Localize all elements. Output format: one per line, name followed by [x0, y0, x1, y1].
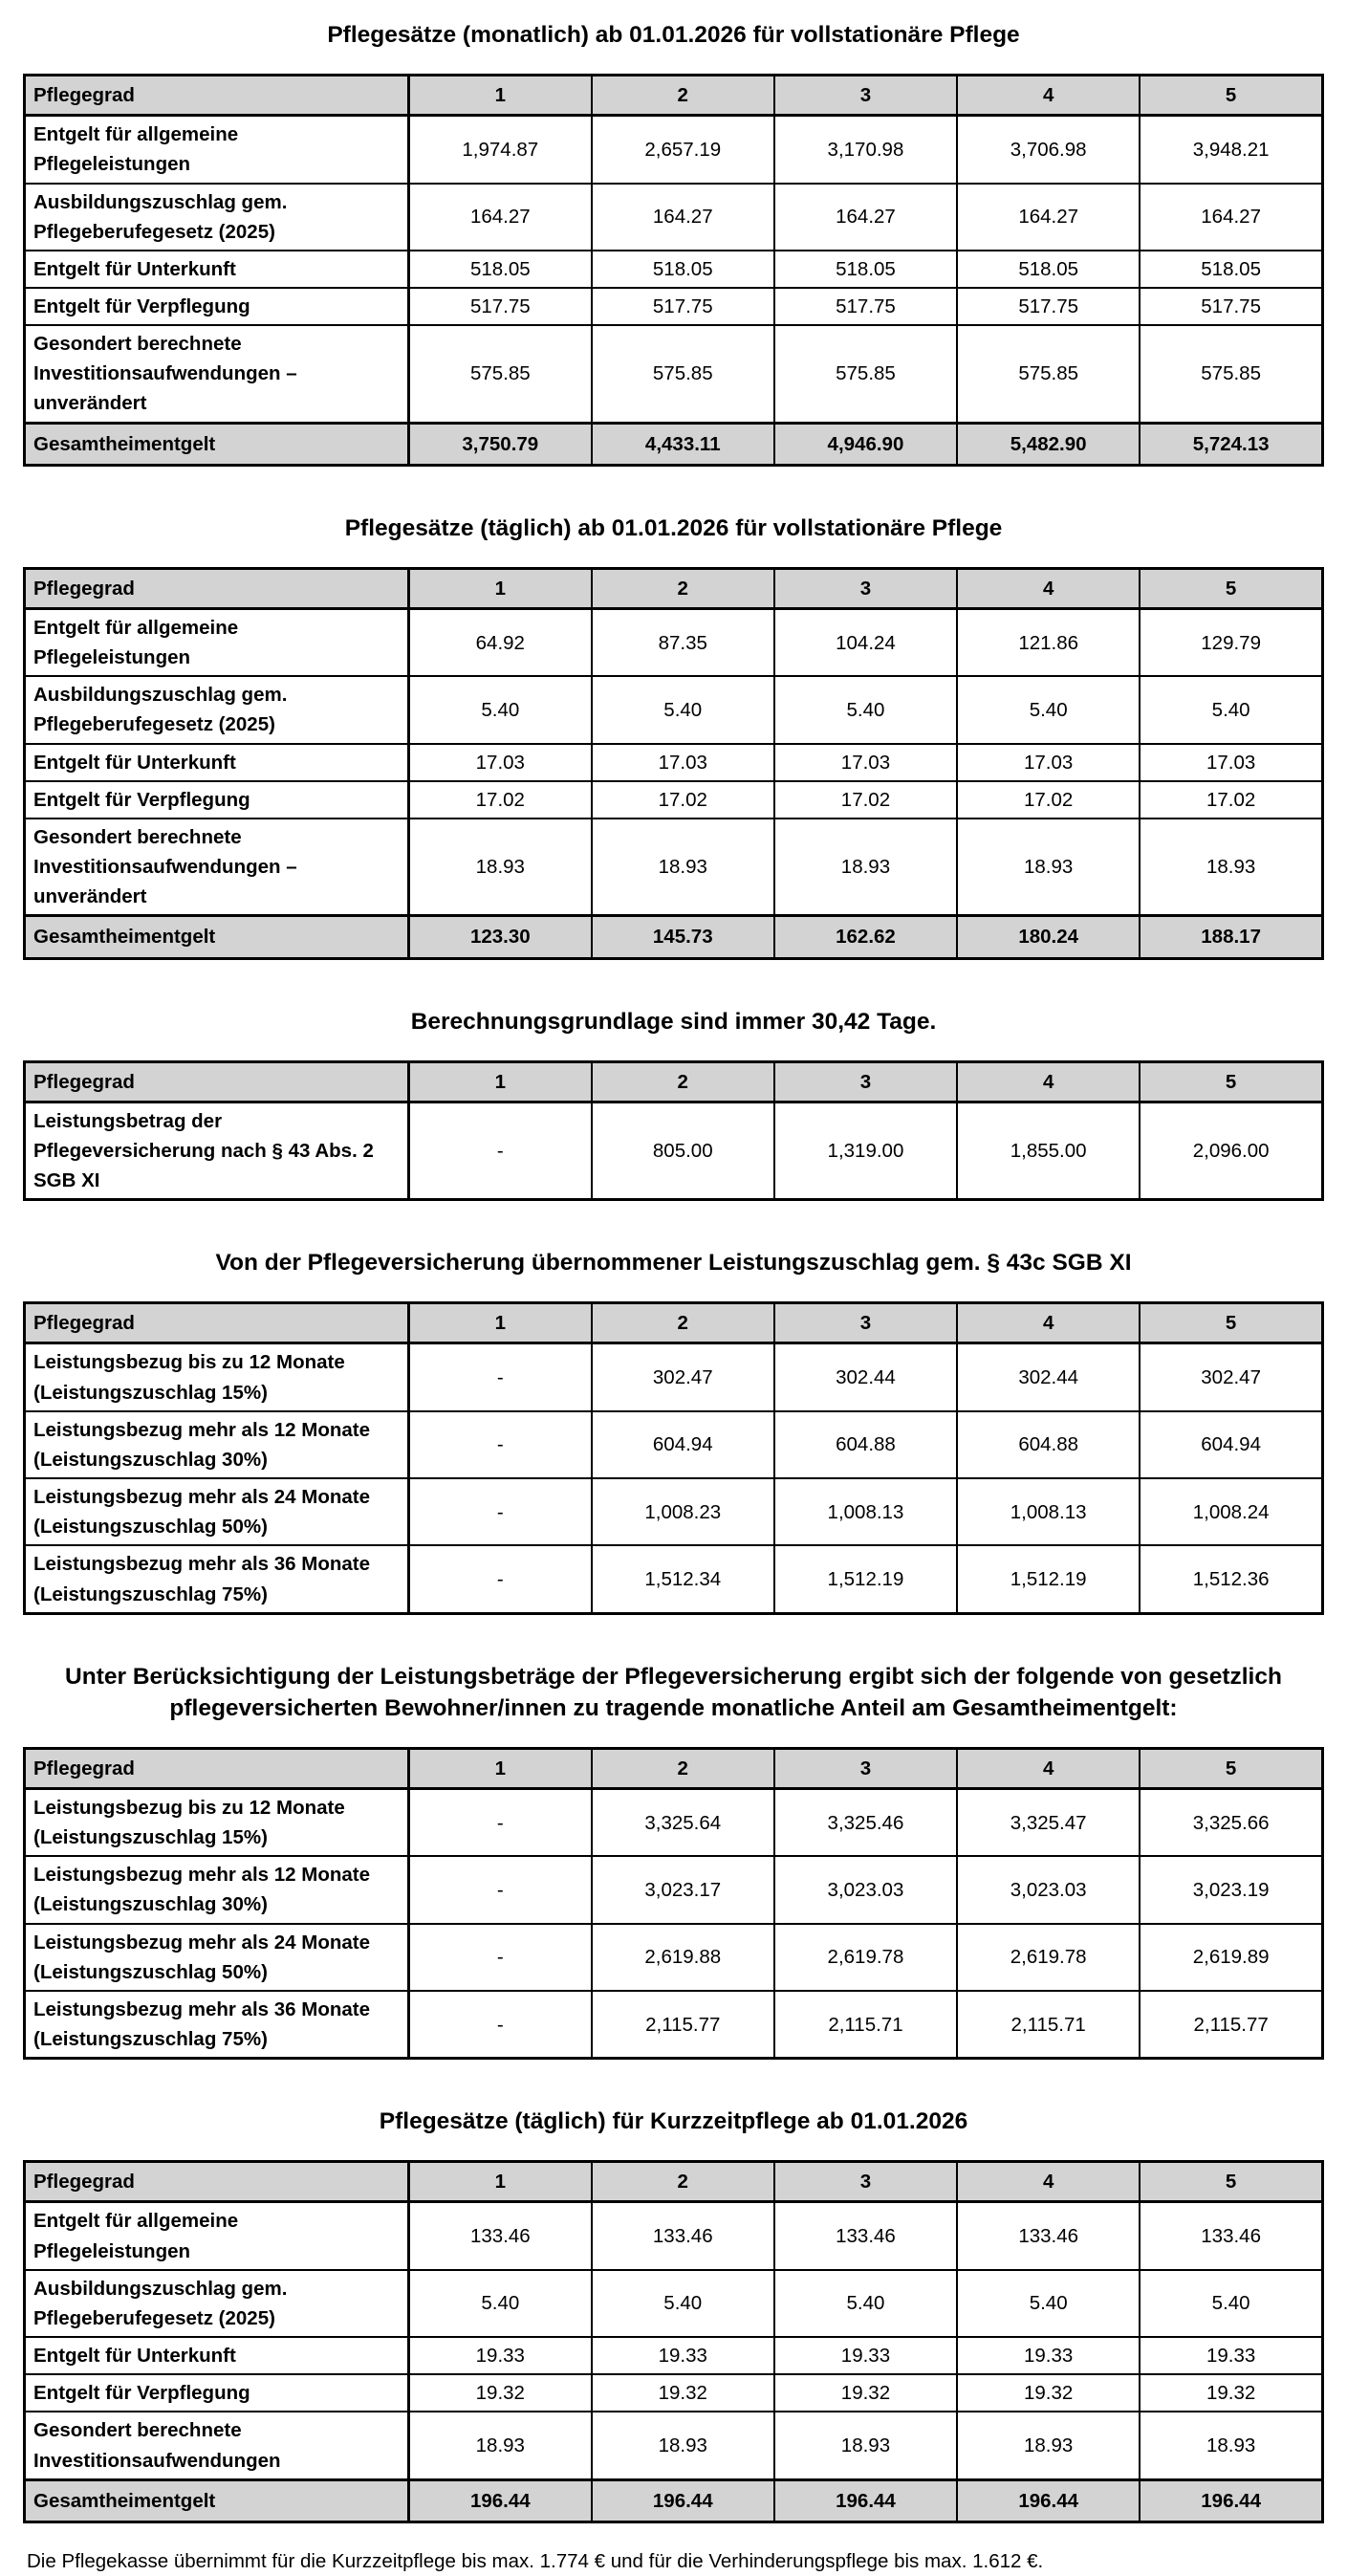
cell-value: 17.03 [774, 744, 957, 781]
cell-value: 145.73 [592, 916, 774, 958]
column-header: 1 [408, 76, 591, 116]
table-row [25, 1343, 1323, 1411]
row-label: Gesamtheimentgelt [25, 2479, 409, 2521]
column-header: 3 [774, 1303, 957, 1343]
cell-value: - [408, 1411, 591, 1478]
cell-value: 518.05 [408, 251, 591, 288]
pflege-table [23, 74, 1324, 467]
cell-value: 123.30 [408, 916, 591, 958]
column-header: 2 [592, 2162, 774, 2202]
cell-value: 5.40 [774, 2270, 957, 2337]
cell-value: 2,619.88 [592, 1924, 774, 1991]
column-header: 4 [957, 2162, 1140, 2202]
column-header: 5 [1140, 1061, 1322, 1102]
cell-value: - [408, 1102, 591, 1199]
cell-value: 5.40 [408, 2270, 591, 2337]
cell-value: 188.17 [1140, 916, 1322, 958]
cell-value: 5.40 [774, 676, 957, 743]
row-label: Entgelt für Unterkunft [25, 2337, 409, 2374]
cell-value: 164.27 [408, 184, 591, 251]
cell-value: 302.47 [592, 1343, 774, 1411]
column-header: 3 [774, 76, 957, 116]
cell-value: 133.46 [1140, 2202, 1322, 2270]
cell-value: 2,657.19 [592, 116, 774, 184]
cell-value: 518.05 [1140, 251, 1322, 288]
cell-value: 5.40 [957, 676, 1140, 743]
cell-value: 1,008.13 [774, 1478, 957, 1545]
table-row [25, 116, 1323, 184]
cell-value: 2,096.00 [1140, 1102, 1322, 1199]
cell-value: 3,325.46 [774, 1789, 957, 1857]
cell-value: 164.27 [774, 184, 957, 251]
column-header: Pflegegrad [25, 1303, 409, 1343]
column-header: 3 [774, 2162, 957, 2202]
cell-value: 1,512.34 [592, 1545, 774, 1613]
column-header: 2 [592, 1303, 774, 1343]
section-title: Unter Berücksichtigung der Leistungsbeträge der Pflegeversicherung ergibt sich der folgende von gesetzlich pflegeversicherten Bewohner/innen zu tragende monatliche Anteil am Gesamtheimentgelt: [65, 1663, 1282, 1721]
cell-value: 17.02 [408, 781, 591, 819]
cell-value: 196.44 [1140, 2479, 1322, 2521]
table-row [25, 2412, 1323, 2479]
cell-value: 2,619.78 [957, 1924, 1140, 1991]
cell-value: 18.93 [957, 2412, 1140, 2479]
cell-value: 17.03 [1140, 744, 1322, 781]
cell-value: 2,115.77 [1140, 1991, 1322, 2059]
table-row [25, 2374, 1323, 2412]
row-label: Leistungsbezug mehr als 12 Monate (Leistungszuschlag 30%) [25, 1411, 409, 1478]
cell-value: 517.75 [592, 288, 774, 325]
row-label: Gesamtheimentgelt [25, 916, 409, 958]
cell-value: 604.88 [957, 1411, 1140, 1478]
column-header: 4 [957, 1061, 1140, 1102]
cell-value: 19.32 [592, 2374, 774, 2412]
row-label: Gesondert berechnete Investitionsaufwendungen – unverändert [25, 819, 409, 916]
cell-value: 196.44 [957, 2479, 1140, 2521]
column-header: Pflegegrad [25, 1061, 409, 1102]
column-header: 5 [1140, 1748, 1322, 1788]
cell-value: 3,023.19 [1140, 1856, 1322, 1923]
cell-value: 3,023.17 [592, 1856, 774, 1923]
cell-value: 3,325.66 [1140, 1789, 1322, 1857]
section-title: Pflegesätze (täglich) ab 01.01.2026 für vollstationäre Pflege [344, 514, 1003, 541]
cell-value: - [408, 1991, 591, 2059]
cell-value: 19.32 [408, 2374, 591, 2412]
cell-value: 133.46 [774, 2202, 957, 2270]
column-header: 5 [1140, 2162, 1322, 2202]
row-label: Entgelt für allgemeine Pflegeleistungen [25, 116, 409, 184]
table-header-row [25, 2162, 1323, 2202]
pflege-table [23, 1060, 1324, 1202]
cell-value: 19.33 [774, 2337, 957, 2374]
cell-value: 3,750.79 [408, 423, 591, 465]
row-label: Entgelt für Verpflegung [25, 2374, 409, 2412]
cell-value: - [408, 1478, 591, 1545]
row-label: Leistungsbezug mehr als 36 Monate (Leistungszuschlag 75%) [25, 1991, 409, 2059]
column-header: 3 [774, 1061, 957, 1102]
cell-value: 17.03 [592, 744, 774, 781]
cell-value: 604.94 [1140, 1411, 1322, 1478]
pflege-table [23, 2160, 1324, 2523]
column-header: 2 [592, 568, 774, 608]
column-header: 1 [408, 1303, 591, 1343]
table-row [25, 1789, 1323, 1857]
cell-value: 5,482.90 [957, 423, 1140, 465]
cell-value: 19.32 [1140, 2374, 1322, 2412]
cell-value: 17.02 [592, 781, 774, 819]
cell-value: 18.93 [408, 819, 591, 916]
column-header: Pflegegrad [25, 1748, 409, 1788]
cell-value: 162.62 [774, 916, 957, 958]
column-header: 2 [592, 1748, 774, 1788]
column-header: 5 [1140, 568, 1322, 608]
row-label: Leistungsbezug mehr als 24 Monate (Leistungszuschlag 50%) [25, 1924, 409, 1991]
table-row [25, 1411, 1323, 1478]
cell-value: - [408, 1343, 591, 1411]
cell-value: 2,619.89 [1140, 1924, 1322, 1991]
column-header: 4 [957, 76, 1140, 116]
cell-value: 18.93 [592, 2412, 774, 2479]
row-label: Gesondert berechnete Investitionsaufwendungen – unverändert [25, 325, 409, 423]
cell-value: 5.40 [1140, 2270, 1322, 2337]
cell-value: 133.46 [592, 2202, 774, 2270]
cell-value: 133.46 [408, 2202, 591, 2270]
row-label: Gesamtheimentgelt [25, 423, 409, 465]
cell-value: 3,023.03 [957, 1856, 1140, 1923]
row-label: Entgelt für Unterkunft [25, 251, 409, 288]
cell-value: 18.93 [592, 819, 774, 916]
row-label: Entgelt für Verpflegung [25, 781, 409, 819]
cell-value: 1,008.24 [1140, 1478, 1322, 1545]
row-label: Ausbildungszuschlag gem. Pflegeberufegesetz (2025) [25, 2270, 409, 2337]
row-label: Gesondert berechnete Investitionsaufwendungen [25, 2412, 409, 2479]
section-title: Pflegesätze (täglich) für Kurzzeitpflege ab 01.01.2026 [379, 2108, 968, 2135]
cell-value: 1,855.00 [957, 1102, 1140, 1199]
cell-value: - [408, 1856, 591, 1923]
column-header: Pflegegrad [25, 2162, 409, 2202]
table-row [25, 819, 1323, 916]
cell-value: 18.93 [774, 819, 957, 916]
cell-value: 575.85 [957, 325, 1140, 423]
cell-value: 121.86 [957, 609, 1140, 677]
column-header: 1 [408, 1748, 591, 1788]
row-label: Entgelt für allgemeine Pflegeleistungen [25, 2202, 409, 2270]
table-header-row [25, 1061, 1323, 1102]
table-row [25, 325, 1323, 423]
table-row [25, 1102, 1323, 1199]
cell-value: 1,008.13 [957, 1478, 1140, 1545]
section-title: Von der Pflegeversicherung übernommener Leistungszuschlag gem. § 43c SGB XI [215, 1250, 1132, 1277]
cell-value: - [408, 1545, 591, 1613]
table-header-row [25, 1748, 1323, 1788]
cell-value: 1,974.87 [408, 116, 591, 184]
table-row [25, 744, 1323, 781]
cell-value: 5.40 [592, 676, 774, 743]
row-label: Leistungsbetrag der Pflegeversicherung nach § 43 Abs. 2 SGB XI [25, 1102, 409, 1199]
cell-value: 18.93 [1140, 819, 1322, 916]
cell-value: 5,724.13 [1140, 423, 1322, 465]
cell-value: 1,512.19 [774, 1545, 957, 1613]
row-label: Ausbildungszuschlag gem. Pflegeberufegesetz (2025) [25, 184, 409, 251]
column-header: 4 [957, 1303, 1140, 1343]
total-row [25, 423, 1323, 465]
table-row [25, 2337, 1323, 2374]
column-header: 1 [408, 2162, 591, 2202]
row-label: Leistungsbezug bis zu 12 Monate (Leistungszuschlag 15%) [25, 1789, 409, 1857]
table-section [23, 1247, 1324, 1614]
cell-value: 129.79 [1140, 609, 1322, 677]
cell-value: 180.24 [957, 916, 1140, 958]
cell-value: 517.75 [774, 288, 957, 325]
cell-value: 3,023.03 [774, 1856, 957, 1923]
cell-value: 517.75 [408, 288, 591, 325]
cell-value: 2,115.77 [592, 1991, 774, 2059]
cell-value: 5.40 [592, 2270, 774, 2337]
cell-value: 19.33 [1140, 2337, 1322, 2374]
cell-value: 3,706.98 [957, 116, 1140, 184]
cell-value: 196.44 [592, 2479, 774, 2521]
cell-value: 17.02 [1140, 781, 1322, 819]
cell-value: 17.02 [774, 781, 957, 819]
footer-note: Die Pflegekasse übernimmt für die Kurzzeitpflege bis max. 1.774 € und für die Verhinderungspflege bis max. 1.612 €. [27, 2549, 1044, 2572]
table-header-row [25, 76, 1323, 116]
cell-value: 5.40 [1140, 676, 1322, 743]
cell-value: - [408, 1924, 591, 1991]
row-label: Entgelt für allgemeine Pflegeleistungen [25, 609, 409, 677]
cell-value: 3,325.47 [957, 1789, 1140, 1857]
row-label: Leistungsbezug bis zu 12 Monate (Leistungszuschlag 15%) [25, 1343, 409, 1411]
cell-value: 518.05 [592, 251, 774, 288]
table-section [23, 19, 1324, 467]
section-title: Berechnungsgrundlage sind immer 30,42 Tage. [410, 1008, 937, 1035]
cell-value: 164.27 [1140, 184, 1322, 251]
total-row [25, 916, 1323, 958]
cell-value: 575.85 [774, 325, 957, 423]
row-label: Leistungsbezug mehr als 24 Monate (Leistungszuschlag 50%) [25, 1478, 409, 1545]
column-header: 3 [774, 568, 957, 608]
cell-value: 19.33 [592, 2337, 774, 2374]
row-label: Leistungsbezug mehr als 12 Monate (Leistungszuschlag 30%) [25, 1856, 409, 1923]
cell-value: 19.33 [957, 2337, 1140, 2374]
cell-value: 18.93 [408, 2412, 591, 2479]
table-header-row [25, 568, 1323, 608]
column-header: 5 [1140, 1303, 1322, 1343]
cell-value: 18.93 [774, 2412, 957, 2479]
cell-value: 87.35 [592, 609, 774, 677]
row-label: Leistungsbezug mehr als 36 Monate (Leistungszuschlag 75%) [25, 1545, 409, 1613]
cell-value: 5.40 [957, 2270, 1140, 2337]
pflege-table [23, 1747, 1324, 2060]
table-row [25, 781, 1323, 819]
table-row [25, 609, 1323, 677]
cell-value: 4,946.90 [774, 423, 957, 465]
cell-value: 518.05 [957, 251, 1140, 288]
cell-value: 1,512.19 [957, 1545, 1140, 1613]
table-row [25, 1478, 1323, 1545]
table-row [25, 1991, 1323, 2059]
cell-value: 518.05 [774, 251, 957, 288]
cell-value: 5.40 [408, 676, 591, 743]
row-label: Entgelt für Unterkunft [25, 744, 409, 781]
cell-value: 2,115.71 [957, 1991, 1140, 2059]
cell-value: 18.93 [1140, 2412, 1322, 2479]
table-section [23, 1006, 1324, 1202]
cell-value: 196.44 [408, 2479, 591, 2521]
total-row [25, 2479, 1323, 2521]
column-header: 4 [957, 568, 1140, 608]
column-header: 2 [592, 1061, 774, 1102]
table-row [25, 1545, 1323, 1613]
cell-value: 2,115.71 [774, 1991, 957, 2059]
cell-value: 604.94 [592, 1411, 774, 1478]
table-section [23, 1661, 1324, 2061]
column-header: 3 [774, 1748, 957, 1788]
cell-value: 302.44 [957, 1343, 1140, 1411]
column-header: 5 [1140, 76, 1322, 116]
table-section [23, 513, 1324, 960]
row-label: Entgelt für Verpflegung [25, 288, 409, 325]
table-row [25, 2270, 1323, 2337]
cell-value: 18.93 [957, 819, 1140, 916]
cell-value: 17.03 [408, 744, 591, 781]
cell-value: 1,512.36 [1140, 1545, 1322, 1613]
cell-value: 302.44 [774, 1343, 957, 1411]
cell-value: 164.27 [957, 184, 1140, 251]
row-label: Ausbildungszuschlag gem. Pflegeberufegesetz (2025) [25, 676, 409, 743]
cell-value: 19.32 [957, 2374, 1140, 2412]
cell-value: 604.88 [774, 1411, 957, 1478]
cell-value: 164.27 [592, 184, 774, 251]
cell-value: 575.85 [408, 325, 591, 423]
table-row [25, 251, 1323, 288]
table-row [25, 1856, 1323, 1923]
cell-value: 3,170.98 [774, 116, 957, 184]
cell-value: 1,319.00 [774, 1102, 957, 1199]
cell-value: 19.32 [774, 2374, 957, 2412]
cell-value: 2,619.78 [774, 1924, 957, 1991]
cell-value: 4,433.11 [592, 423, 774, 465]
cell-value: 517.75 [957, 288, 1140, 325]
table-row [25, 676, 1323, 743]
cell-value: 1,008.23 [592, 1478, 774, 1545]
cell-value: 3,325.64 [592, 1789, 774, 1857]
table-row [25, 288, 1323, 325]
cell-value: 64.92 [408, 609, 591, 677]
column-header: Pflegegrad [25, 76, 409, 116]
column-header: 1 [408, 568, 591, 608]
table-row [25, 2202, 1323, 2270]
pflege-table [23, 567, 1324, 960]
column-header: 4 [957, 1748, 1140, 1788]
cell-value: 517.75 [1140, 288, 1322, 325]
cell-value: - [408, 1789, 591, 1857]
column-header: Pflegegrad [25, 568, 409, 608]
cell-value: 104.24 [774, 609, 957, 677]
sections-container [23, 19, 1324, 2523]
table-row [25, 1924, 1323, 1991]
table-row [25, 184, 1323, 251]
cell-value: 196.44 [774, 2479, 957, 2521]
cell-value: 17.03 [957, 744, 1140, 781]
pflege-table [23, 1301, 1324, 1614]
table-header-row [25, 1303, 1323, 1343]
table-section [23, 2106, 1324, 2523]
cell-value: 805.00 [592, 1102, 774, 1199]
section-title: Pflegesätze (monatlich) ab 01.01.2026 für vollstationäre Pflege [327, 22, 1020, 48]
cell-value: 302.47 [1140, 1343, 1322, 1411]
cell-value: 17.02 [957, 781, 1140, 819]
cell-value: 133.46 [957, 2202, 1140, 2270]
cell-value: 575.85 [592, 325, 774, 423]
cell-value: 19.33 [408, 2337, 591, 2374]
column-header: 1 [408, 1061, 591, 1102]
cell-value: 575.85 [1140, 325, 1322, 423]
cell-value: 3,948.21 [1140, 116, 1322, 184]
column-header: 2 [592, 76, 774, 116]
